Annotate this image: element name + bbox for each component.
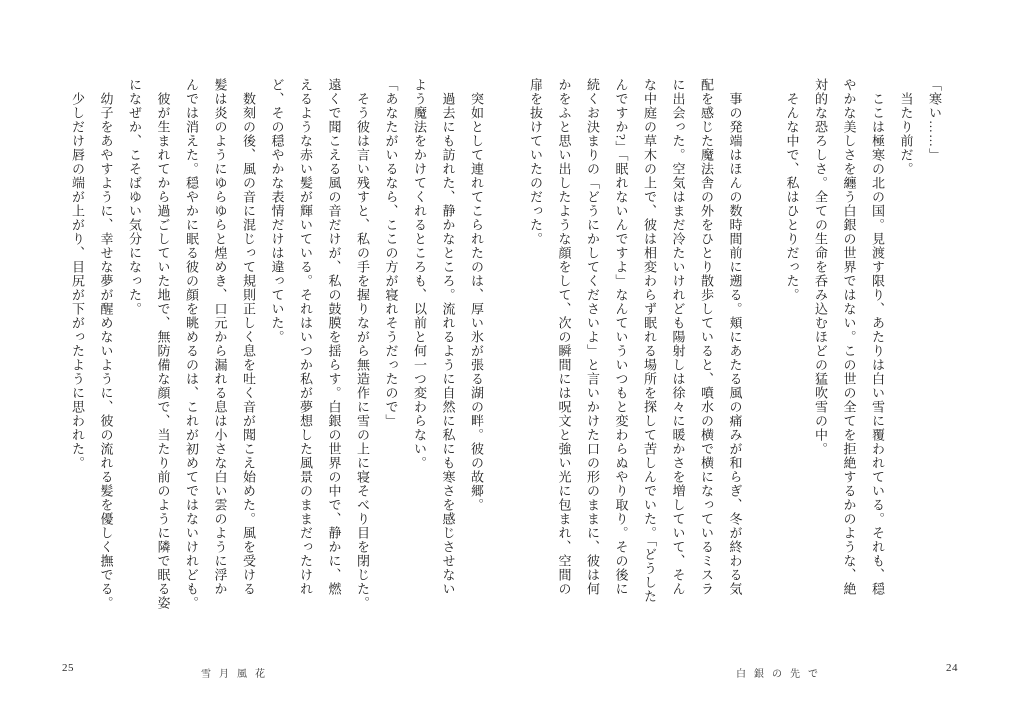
text-column: ど、その穏やかな表情だけは違っていた。: [269, 78, 285, 344]
right-page-text-block: [520, 78, 948, 626]
text-column: になぜか、こそばゆい気分になった。: [127, 78, 142, 316]
text-column: んでは消えた。穏やかに眠る彼の顔を眺めるのは、これが初めてではないけれども。: [184, 78, 199, 610]
text-column: 過去にも訪れた、静かなところ。流れるように自然に私にも寒さを感じさせない: [440, 92, 456, 596]
text-column: 当たり前だ。: [898, 92, 914, 176]
text-column: 彼が生まれてから過ごしていた地で、無防備な顔で、当たり前のように隣で眠る姿: [155, 92, 171, 610]
text-column: 少しだけ唇の端が上がり、目尻が下がったように思われた。: [70, 92, 85, 470]
text-column: そんな中で、私はひとりだった。: [784, 92, 800, 302]
text-column: 遠くで聞こえる風の音だけが、私の鼓膜を揺らす。白銀の世界の中で、静かに、燃: [326, 78, 342, 596]
text-column: 対的な恐ろしさ。全ての生命を呑み込むほどの猛吹雪の中。: [813, 78, 828, 456]
left-running-title: 雪月風花: [201, 669, 273, 680]
text-column: やかな美しさを纏う白銀の世界ではない。この世の全てを拒絶するかのような、絶: [841, 78, 857, 596]
text-column: えるような赤い髪が輝いている。それはいつか私が夢想した風景のままだったけれ: [298, 78, 313, 596]
text-column: そう彼は言い残すと、私の手を握りながら無造作に雪の上に寝そべり目を閉じた。: [355, 92, 370, 610]
text-column: 髪は炎のようにゆらゆらと煌めき、口元から漏れる息は小さな白い雲のように浮か: [212, 78, 228, 596]
text-column: 扉を抜けていたのだった。: [528, 78, 543, 246]
text-column: な中庭の草木の上で、彼は相変わらず眠れる場所を探して苦しんでいた。「どうした: [642, 78, 657, 604]
text-column: に出会った。空気はまだ冷たいけれども陽射しは徐々に暖かさを増していて、そん: [670, 78, 686, 596]
text-column: かをふと思い出したような顔をして、次の瞬間には呪文と強い光に包まれ、空間の: [556, 78, 572, 596]
blank-column: [749, 78, 778, 626]
text-column: 幼子をあやすように、幸せな夢が醒めないように、彼の流れる髪を優しく撫でる。: [98, 92, 114, 610]
left-page-number: 25: [62, 662, 74, 674]
left-page-text-block: [62, 78, 490, 626]
text-column: ここは極寒の北の国。見渡す限り、あたりは白い雪に覆われている。それも、穏: [870, 92, 885, 596]
text-column: 「あなたがいるなら、ここの方が寝れそうだったので」: [383, 78, 399, 428]
text-column: 数刻の後、風の音に混じって規則正しく息を吐く音が聞こえ始めた。風を受ける: [241, 92, 256, 596]
text-column: 「寒い……」: [927, 78, 942, 162]
right-running-title: 白銀の先で: [736, 669, 826, 680]
text-column: 突如として連れてこられたのは、厚い氷が張る湖の畔。彼の故郷。: [469, 92, 484, 512]
text-column: 配を感じた魔法舎の外をひとり散歩していると、噴水の横で横になっているミスラ: [699, 78, 714, 596]
right-page-number: 24: [946, 662, 958, 674]
text-column: んですか?」「眠れないんですよ」なんていういつもと変わらぬやり取り。その後に: [613, 78, 629, 597]
text-column: 続くお決まりの「どうにかしてくださいよ」と言いかけた口の形のままに、彼は何: [585, 78, 600, 596]
text-column: よう魔法をかけてくれるところも、以前と何一つ変わらない。: [412, 78, 427, 470]
text-column: 事の発端はほんの数時間前に遡る。頬にあたる風の痛みが和らぎ、冬が終わる気: [727, 92, 743, 596]
